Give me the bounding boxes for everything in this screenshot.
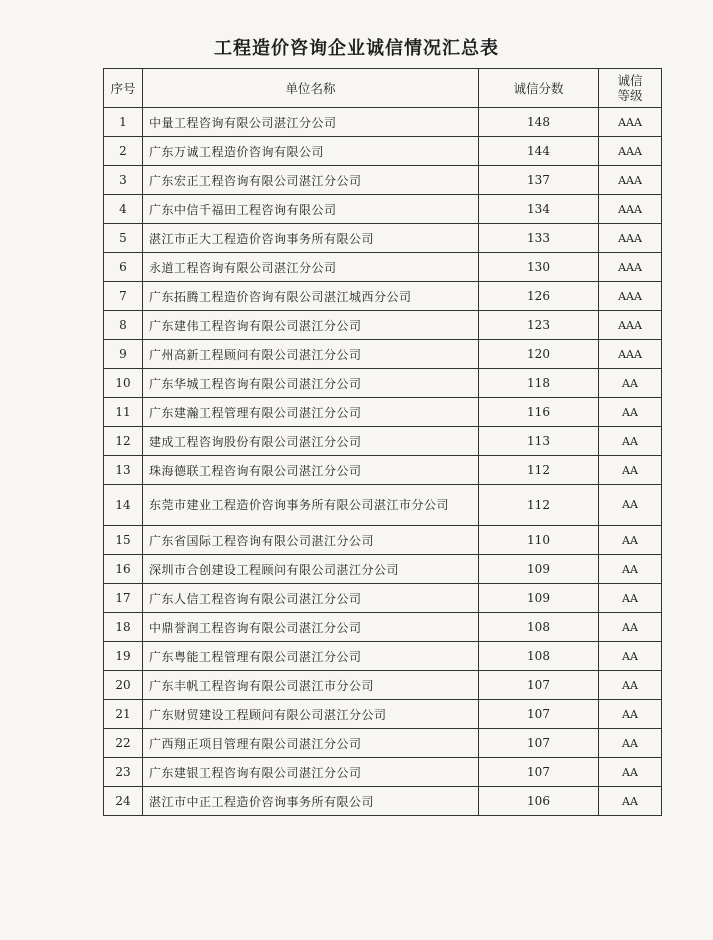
row-company-name: 广东中信千福田工程咨询有限公司 bbox=[143, 195, 479, 224]
table-row bbox=[104, 758, 662, 787]
row-company-name: 中量工程咨询有限公司湛江分公司 bbox=[143, 108, 479, 137]
table-body bbox=[104, 108, 662, 816]
table-row bbox=[104, 485, 662, 526]
row-index: 12 bbox=[104, 427, 143, 456]
row-index: 1 bbox=[104, 108, 143, 137]
row-score: 110 bbox=[479, 526, 599, 555]
row-grade: AAA bbox=[599, 340, 662, 369]
row-score: 123 bbox=[479, 311, 599, 340]
row-company-name: 珠海德联工程咨询有限公司湛江分公司 bbox=[143, 456, 479, 485]
row-score: 112 bbox=[479, 485, 599, 526]
row-score: 109 bbox=[479, 555, 599, 584]
row-score: 113 bbox=[479, 427, 599, 456]
row-score: 116 bbox=[479, 398, 599, 427]
row-company-name: 湛江市中正工程造价咨询事务所有限公司 bbox=[143, 787, 479, 816]
table-row bbox=[104, 282, 662, 311]
row-company-name: 深圳市合创建设工程顾问有限公司湛江分公司 bbox=[143, 555, 479, 584]
row-company-name: 广东粤能工程管理有限公司湛江分公司 bbox=[143, 642, 479, 671]
row-company-name: 东莞市建业工程造价咨询事务所有限公司湛江市分公司 bbox=[143, 485, 479, 526]
row-index: 7 bbox=[104, 282, 143, 311]
row-score: 108 bbox=[479, 613, 599, 642]
row-grade: AA bbox=[599, 613, 662, 642]
row-index: 19 bbox=[104, 642, 143, 671]
table-row bbox=[104, 584, 662, 613]
row-index: 2 bbox=[104, 137, 143, 166]
table-row bbox=[104, 369, 662, 398]
row-index: 13 bbox=[104, 456, 143, 485]
row-index: 5 bbox=[104, 224, 143, 253]
row-company-name: 广东丰帆工程咨询有限公司湛江市分公司 bbox=[143, 671, 479, 700]
header-name: 单位名称 bbox=[143, 69, 479, 108]
row-grade: AA bbox=[599, 700, 662, 729]
row-index: 23 bbox=[104, 758, 143, 787]
row-score: 120 bbox=[479, 340, 599, 369]
row-index: 4 bbox=[104, 195, 143, 224]
row-grade: AA bbox=[599, 555, 662, 584]
row-index: 9 bbox=[104, 340, 143, 369]
row-grade: AAA bbox=[599, 224, 662, 253]
row-company-name: 建成工程咨询股份有限公司湛江分公司 bbox=[143, 427, 479, 456]
row-score: 148 bbox=[479, 108, 599, 137]
header-index: 序号 bbox=[104, 69, 143, 108]
row-company-name: 广东万诚工程造价咨询有限公司 bbox=[143, 137, 479, 166]
row-company-name: 广东人信工程咨询有限公司湛江分公司 bbox=[143, 584, 479, 613]
table-row bbox=[104, 526, 662, 555]
row-grade: AA bbox=[599, 758, 662, 787]
row-grade: AAA bbox=[599, 311, 662, 340]
page-title: 工程造价咨询企业诚信情况汇总表 bbox=[214, 38, 499, 59]
table-row bbox=[104, 427, 662, 456]
row-score: 109 bbox=[479, 584, 599, 613]
row-grade: AAA bbox=[599, 137, 662, 166]
row-grade: AA bbox=[599, 456, 662, 485]
row-index: 8 bbox=[104, 311, 143, 340]
row-index: 17 bbox=[104, 584, 143, 613]
row-company-name: 中鼎誉润工程咨询有限公司湛江分公司 bbox=[143, 613, 479, 642]
table-row bbox=[104, 224, 662, 253]
row-company-name: 广东财贸建设工程顾问有限公司湛江分公司 bbox=[143, 700, 479, 729]
row-score: 130 bbox=[479, 253, 599, 282]
table-row bbox=[104, 166, 662, 195]
row-grade: AAA bbox=[599, 166, 662, 195]
row-company-name: 广东建伟工程咨询有限公司湛江分公司 bbox=[143, 311, 479, 340]
row-index: 15 bbox=[104, 526, 143, 555]
row-score: 134 bbox=[479, 195, 599, 224]
row-company-name: 广东建银工程咨询有限公司湛江分公司 bbox=[143, 758, 479, 787]
row-index: 11 bbox=[104, 398, 143, 427]
table-row bbox=[104, 700, 662, 729]
table-row bbox=[104, 137, 662, 166]
row-score: 108 bbox=[479, 642, 599, 671]
table-row bbox=[104, 398, 662, 427]
table-row bbox=[104, 642, 662, 671]
row-grade: AA bbox=[599, 427, 662, 456]
row-company-name: 广东省国际工程咨询有限公司湛江分公司 bbox=[143, 526, 479, 555]
row-index: 3 bbox=[104, 166, 143, 195]
table-row bbox=[104, 311, 662, 340]
row-grade: AA bbox=[599, 642, 662, 671]
row-company-name: 广西翔正项目管理有限公司湛江分公司 bbox=[143, 729, 479, 758]
table-row bbox=[104, 555, 662, 584]
row-company-name: 湛江市正大工程造价咨询事务所有限公司 bbox=[143, 224, 479, 253]
header-score: 诚信分数 bbox=[479, 69, 599, 108]
row-grade: AA bbox=[599, 526, 662, 555]
row-index: 24 bbox=[104, 787, 143, 816]
row-index: 21 bbox=[104, 700, 143, 729]
row-grade: AA bbox=[599, 485, 662, 526]
row-score: 112 bbox=[479, 456, 599, 485]
table-header-row bbox=[104, 69, 662, 108]
row-company-name: 广东拓腾工程造价咨询有限公司湛江城西分公司 bbox=[143, 282, 479, 311]
row-grade: AAA bbox=[599, 253, 662, 282]
table-row bbox=[104, 340, 662, 369]
row-score: 133 bbox=[479, 224, 599, 253]
row-grade: AA bbox=[599, 671, 662, 700]
header-grade-line2: 等级 bbox=[617, 88, 643, 103]
row-grade: AA bbox=[599, 398, 662, 427]
row-index: 18 bbox=[104, 613, 143, 642]
table-row bbox=[104, 787, 662, 816]
row-grade: AA bbox=[599, 369, 662, 398]
row-score: 107 bbox=[479, 700, 599, 729]
integrity-summary-table bbox=[103, 68, 662, 816]
header-grade-line1: 诚信 bbox=[617, 73, 643, 88]
row-grade: AAA bbox=[599, 108, 662, 137]
row-score: 118 bbox=[479, 369, 599, 398]
row-index: 20 bbox=[104, 671, 143, 700]
row-score: 107 bbox=[479, 729, 599, 758]
table-row bbox=[104, 195, 662, 224]
row-grade: AAA bbox=[599, 282, 662, 311]
row-grade: AA bbox=[599, 787, 662, 816]
row-score: 107 bbox=[479, 671, 599, 700]
row-company-name: 广州高新工程顾问有限公司湛江分公司 bbox=[143, 340, 479, 369]
row-grade: AAA bbox=[599, 195, 662, 224]
table-row bbox=[104, 108, 662, 137]
row-grade: AA bbox=[599, 584, 662, 613]
table-row bbox=[104, 729, 662, 758]
row-company-name: 永道工程咨询有限公司湛江分公司 bbox=[143, 253, 479, 282]
row-index: 16 bbox=[104, 555, 143, 584]
row-company-name: 广东宏正工程咨询有限公司湛江分公司 bbox=[143, 166, 479, 195]
row-company-name: 广东建瀚工程管理有限公司湛江分公司 bbox=[143, 398, 479, 427]
row-score: 126 bbox=[479, 282, 599, 311]
row-company-name: 广东华城工程咨询有限公司湛江分公司 bbox=[143, 369, 479, 398]
row-score: 144 bbox=[479, 137, 599, 166]
row-grade: AA bbox=[599, 729, 662, 758]
row-index: 10 bbox=[104, 369, 143, 398]
table-row bbox=[104, 456, 662, 485]
row-index: 14 bbox=[104, 485, 143, 526]
row-score: 137 bbox=[479, 166, 599, 195]
row-index: 6 bbox=[104, 253, 143, 282]
row-score: 106 bbox=[479, 787, 599, 816]
table-row bbox=[104, 671, 662, 700]
row-score: 107 bbox=[479, 758, 599, 787]
row-index: 22 bbox=[104, 729, 143, 758]
header-grade bbox=[599, 69, 662, 108]
table-row bbox=[104, 253, 662, 282]
table-row bbox=[104, 613, 662, 642]
